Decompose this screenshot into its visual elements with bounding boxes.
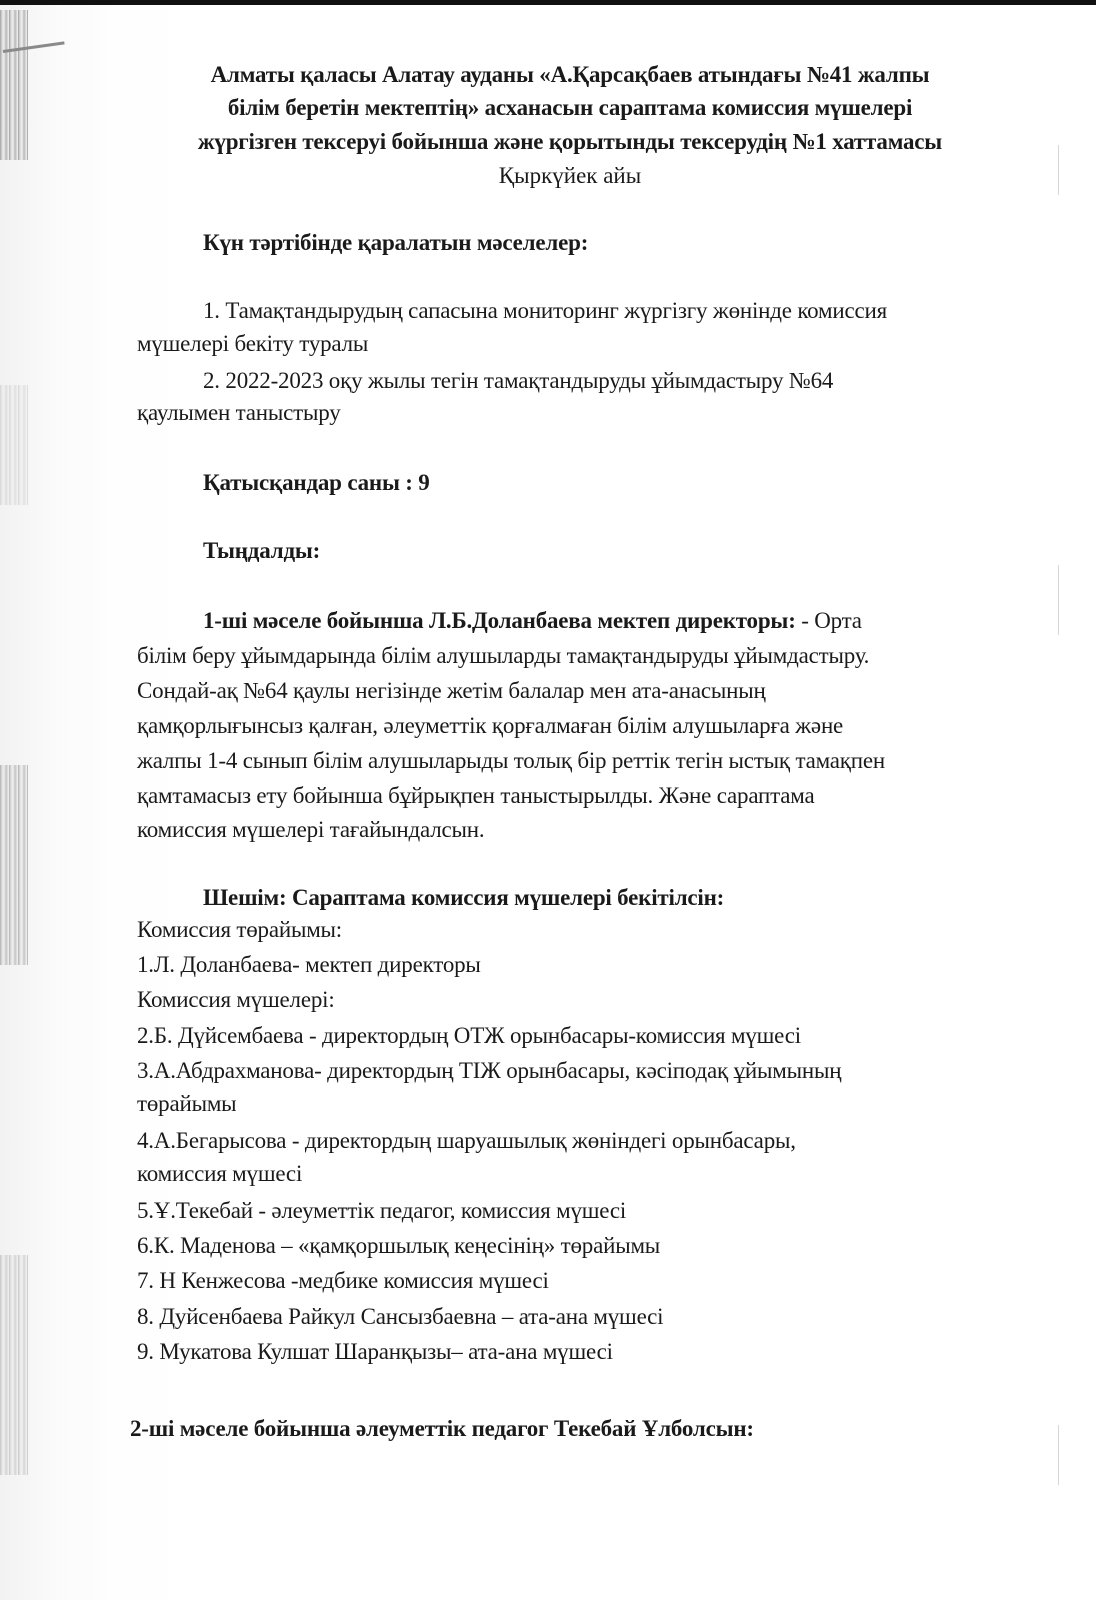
member-entry: 4.А.Бегарысова - директордың шаруашылық жөніндегі орынбасары, [137,1128,796,1153]
scan-artifact [1058,1425,1059,1485]
decision-heading: Шешім: Сараптама комиссия мүшелері бекітілсін: [203,885,725,910]
issue-1-lead-text: - Орта [795,608,862,633]
member-entry-continuation: төрайымы [137,1091,237,1116]
document-title-line: білім беретін мектептің» асханасын сараптама комиссия мүшелері [227,95,913,120]
attendance-count: Қатысқандар саны : 9 [203,470,430,495]
agenda-item-continuation: мүшелері бекіту туралы [137,331,369,356]
chair-label: Комиссия төрайымы: [137,917,342,942]
issue-1-text-line: жалпы 1-4 сынып білім алушыларыды толық бір реттік тегін ыстық тамақпен [137,748,885,773]
issue-1-text-line: Сондай-ақ №64 қаулы негізінде жетім балалар мен ата-анасының [137,678,766,703]
agenda-item: 1. Тамақтандырудың сапасына мониторинг жүргізгу жөнінде комиссия [203,298,887,323]
member-entry: 2.Б. Дүйсембаева - директордың ОТЖ орынбасары-комиссия мүшесі [137,1023,801,1048]
issue-1-text-line: қамтамасыз ету бойынша бұйрықпен таныстырылды. Және сараптама [137,783,815,808]
heard-heading: Тыңдалды: [203,538,321,563]
member-entry: 7. Н Кенжесова -медбике комиссия мүшесі [137,1268,549,1293]
issue-1-speaker: 1-ші мәселе бойынша Л.Б.Доланбаева мектеп директоры: [203,608,796,633]
issue-1-text-line: комиссия мүшелері тағайындалсын. [137,817,485,842]
member-entry-continuation: комиссия мүшесі [137,1161,303,1186]
agenda-item-continuation: қаулымен таныстыру [137,400,341,425]
scan-artifact [0,765,28,965]
scan-artifact [1058,145,1059,195]
scan-artifact [1058,565,1059,635]
member-entry: 5.Ұ.Текебай - әлеуметтік педагог, комиссия мүшесі [137,1198,627,1223]
document-title-line: Алматы қаласы Алатау ауданы «А.Қарсақбаев атындағы №41 жалпы [210,62,930,87]
member-entry: 9. Мукатова Кулшат Шаранқызы– ата-ана мүшесі [137,1339,613,1364]
document-month: Қыркүйек айы [498,163,642,188]
member-entry: 6.К. Маденова – «қамқоршылық кеңесінің» төрайымы [137,1233,661,1258]
issue-1-text-line: білім беру ұйымдарында білім алушыларды тамақтандыруды ұйымдастыру. [137,643,870,668]
agenda-heading: Күн тәртібінде қаралатын мәселелер: [203,230,589,255]
chair-entry: 1.Л. Доланбаева- мектеп директоры [137,952,481,977]
members-label: Комиссия мүшелері: [137,987,335,1012]
scan-artifact [0,385,28,505]
scan-artifact [0,1255,28,1475]
member-entry: 3.А.Абдрахманова- директордың ТІЖ орынбасары, кәсіподақ ұйымының [137,1058,842,1083]
document-title-line: жүргізген тексеруі бойынша және қорытынды тексерудің №1 хаттамасы [197,129,943,154]
member-entry: 8. Дуйсенбаева Райкул Сансызбаевна – ата-ана мүшесі [137,1304,664,1329]
issue-1-first-line [203,604,862,637]
issue-1-text-line: қамқорлығынсыз қалған, әлеуметтік қорғалмаған білім алушыларға және [137,713,844,738]
agenda-item: 2. 2022-2023 оқу жылы тегін тамақтандыруды ұйымдастыру №64 [203,368,834,393]
scan-artifact [0,10,28,160]
issue-2-heading: 2-ші мәселе бойынша әлеуметтік педагог Текебай Ұлболсын: [130,1416,754,1441]
